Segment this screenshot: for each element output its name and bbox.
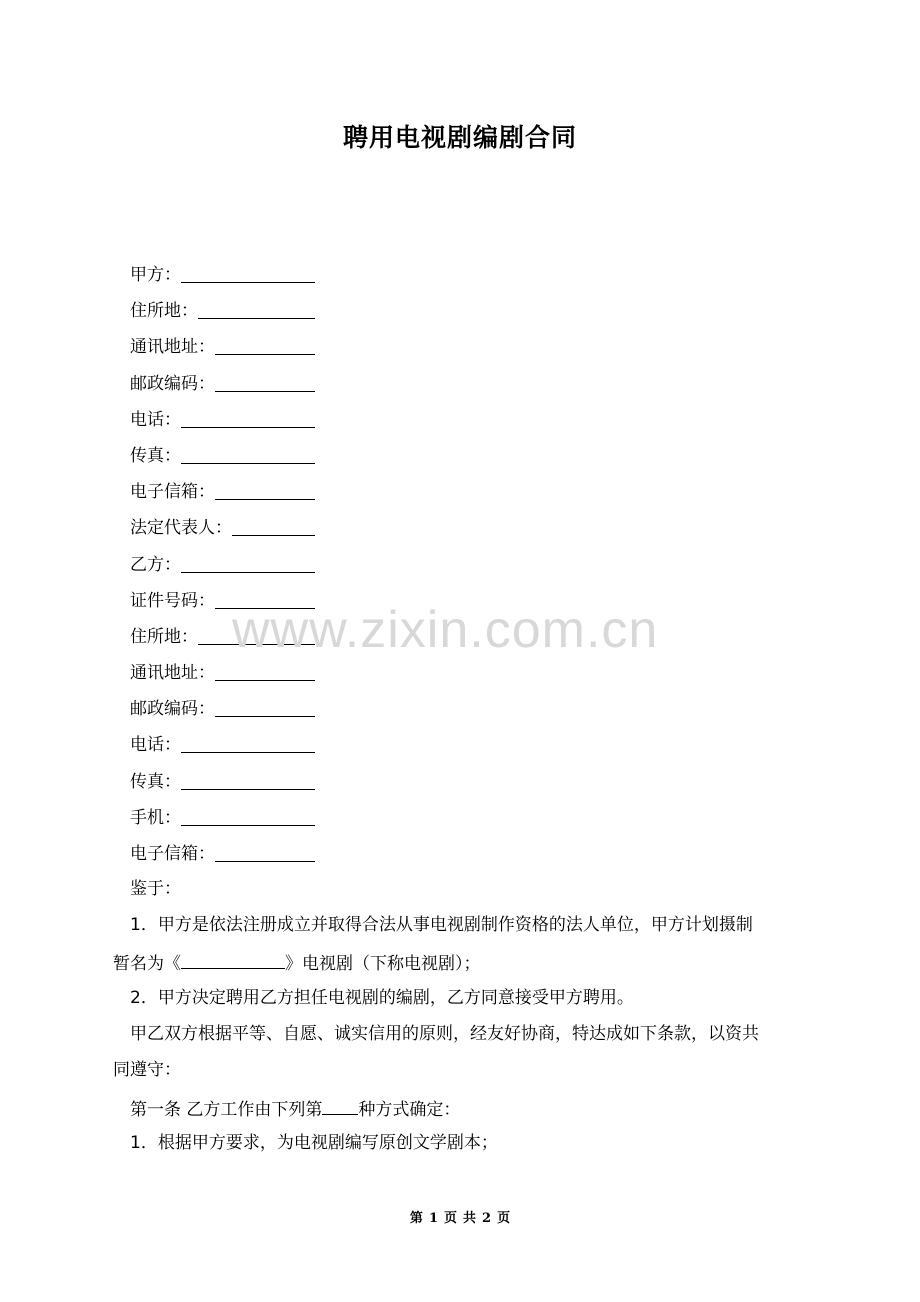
item-1: 1．根据甲方要求，为电视剧编写原创文学剧本； [130, 1133, 498, 1153]
field-blank[interactable] [181, 262, 315, 283]
field-blank[interactable] [215, 696, 315, 717]
field-blank[interactable] [181, 805, 315, 826]
field-row [130, 805, 315, 841]
watermark: www.zixin.com.cn [232, 601, 659, 659]
article-1-suffix: 种方式确定： [358, 1100, 461, 1120]
field-row [130, 298, 315, 334]
field-label: 住所地： [130, 626, 198, 647]
field-blank[interactable] [198, 298, 315, 319]
article-1 [130, 1094, 460, 1123]
field-row [130, 841, 315, 877]
field-blank[interactable] [215, 334, 315, 355]
field-row [130, 660, 315, 696]
field-label: 法定代表人： [130, 518, 232, 539]
field-row [130, 552, 315, 588]
page-footer [0, 1207, 920, 1226]
field-blank[interactable] [181, 769, 315, 790]
clause-1-prefix: 暂名为《 [113, 954, 181, 974]
field-blank[interactable] [215, 371, 315, 392]
footer-current-page: 1 [428, 1211, 438, 1226]
field-blank[interactable] [198, 624, 315, 645]
field-row [130, 624, 315, 660]
field-row [130, 479, 315, 515]
party-fields [130, 262, 315, 877]
agreement-line-1: 甲乙双方根据平等、自愿、诚实信用的原则，经友好协商，特达成如下条款，以资共 [130, 1024, 759, 1044]
field-blank[interactable] [215, 841, 315, 862]
footer-total-label: 共 [463, 1211, 477, 1226]
field-row [130, 732, 315, 768]
field-label: 电子信箱： [130, 844, 215, 864]
field-row [130, 696, 315, 732]
field-label: 乙方： [130, 554, 181, 575]
field-label: 住所地： [130, 301, 198, 322]
field-blank[interactable] [215, 588, 315, 609]
agreement-line-2: 同遵守： [113, 1060, 181, 1080]
field-label: 证件号码： [130, 590, 215, 611]
field-row [130, 515, 315, 551]
field-row [130, 262, 315, 298]
field-blank[interactable] [215, 479, 315, 500]
field-label: 甲方： [130, 265, 181, 285]
field-label: 手机： [130, 807, 181, 828]
document-title: 聘用电视剧编剧合同 [342, 123, 577, 152]
field-row [130, 334, 315, 370]
field-row [130, 588, 315, 624]
field-row [130, 443, 315, 479]
footer-page-label: 第 [409, 1211, 423, 1226]
field-label: 邮政编码： [130, 699, 215, 720]
field-blank[interactable] [215, 660, 315, 681]
field-label: 传真： [130, 445, 181, 466]
footer-total-pages: 2 [482, 1211, 492, 1226]
clause-2: 2．甲方决定聘用乙方担任电视剧的编剧，乙方同意接受甲方聘用。 [130, 988, 634, 1008]
field-label: 邮政编码： [130, 373, 215, 394]
footer-total-unit: 页 [497, 1211, 511, 1226]
clause-1-suffix: 》电视剧（下称电视剧）； [285, 954, 481, 974]
field-label: 通讯地址： [130, 337, 215, 358]
field-row [130, 407, 315, 443]
article-1-prefix: 第一条 乙方工作由下列第 [130, 1100, 323, 1120]
method-number-blank[interactable] [322, 1094, 358, 1115]
field-label: 通讯地址： [130, 663, 215, 684]
field-label: 传真： [130, 771, 181, 792]
field-row [130, 371, 315, 407]
field-label: 电话： [130, 735, 181, 756]
clause-1-line-2 [113, 948, 481, 977]
field-label: 电子信箱： [130, 482, 215, 503]
drama-name-blank[interactable] [181, 948, 285, 969]
clause-1-line-1: 1．甲方是依法注册成立并取得合法从事电视剧制作资格的法人单位，甲方计划摄制 [130, 915, 753, 935]
whereas-heading: 鉴于： [130, 879, 181, 899]
field-blank[interactable] [181, 443, 315, 464]
footer-page-unit: 页 [443, 1211, 457, 1226]
field-blank[interactable] [232, 515, 315, 536]
field-blank[interactable] [181, 552, 315, 573]
field-label: 电话： [130, 409, 181, 430]
field-blank[interactable] [181, 732, 315, 753]
field-blank[interactable] [181, 407, 315, 428]
field-row [130, 769, 315, 805]
